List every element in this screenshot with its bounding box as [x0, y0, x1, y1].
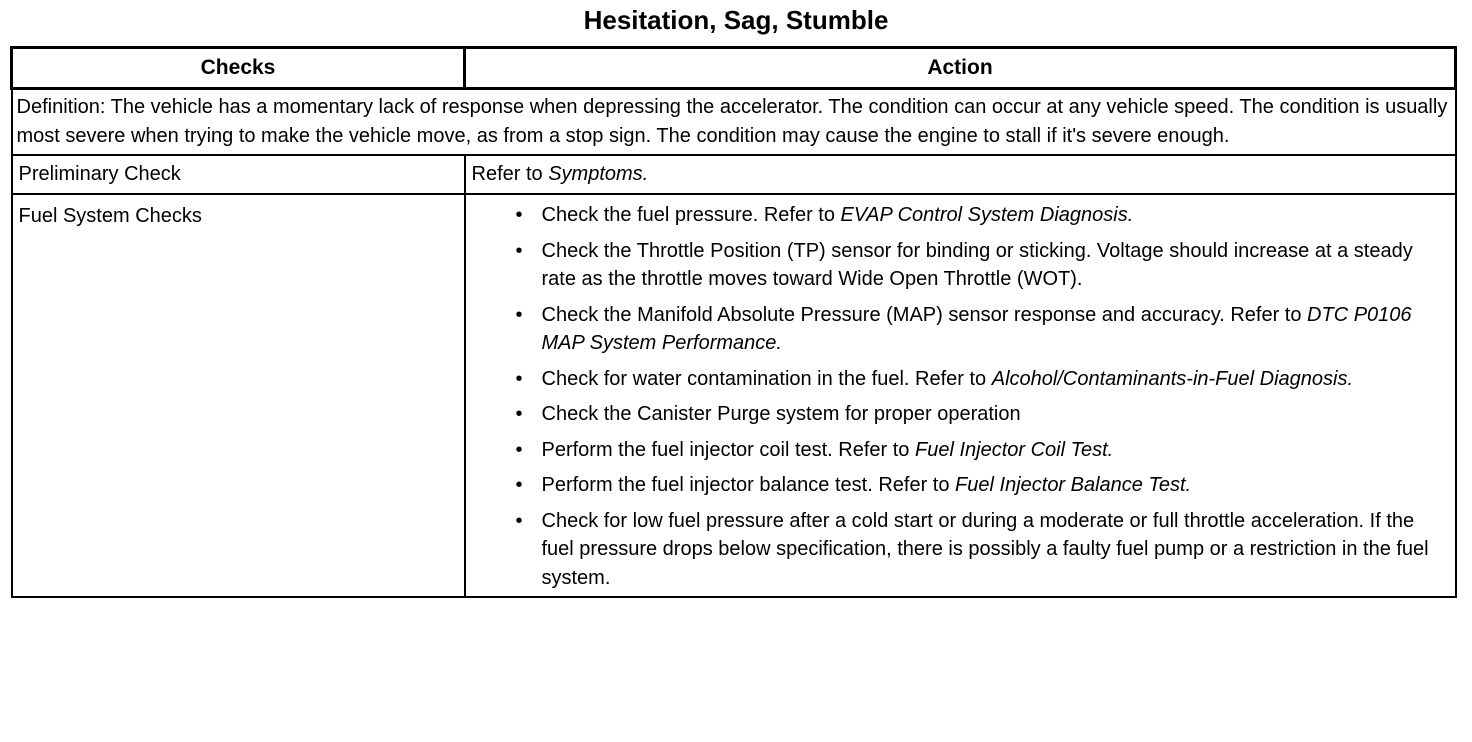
action-item — [472, 237, 1449, 294]
preliminary-check-action — [465, 155, 1456, 194]
action-reference: Fuel Injector Balance Test. — [955, 474, 1192, 496]
preliminary-check-row — [12, 155, 1456, 194]
bullet-icon: • — [515, 403, 523, 425]
action-text: Check the Canister Purge system for proper operation — [541, 403, 1021, 425]
action-text: Check the fuel pressure. Refer to — [541, 204, 841, 226]
action-item — [472, 507, 1449, 593]
action-item — [472, 400, 1449, 429]
action-text: Perform the fuel injector balance test. Refer to — [541, 474, 956, 496]
action-text: Perform the fuel injector coil test. Refer to — [541, 438, 915, 461]
action-column-header: Action — [465, 48, 1456, 89]
action-item — [472, 301, 1449, 358]
diagnosis-table — [10, 46, 1457, 598]
action-reference: DTC P0106 MAP System Performance. — [541, 303, 1412, 354]
action-item — [472, 201, 1449, 230]
bullet-icon: • — [515, 438, 523, 461]
fuel-system-checks-row — [12, 194, 1456, 597]
preliminary-action-text: Refer to — [471, 163, 549, 186]
fuel-system-action-list — [472, 195, 1449, 596]
bullet-icon: • — [515, 474, 523, 496]
action-reference: Alcohol/Contaminants-in-Fuel Diagnosis. — [991, 367, 1354, 390]
bullet-icon: • — [515, 239, 523, 262]
bullet-icon: • — [515, 367, 523, 390]
action-text: Check for low fuel pressure after a cold start or during a moderate or full throttle acceleration. If the fuel pressure drops below specification, there is possibly a faulty fuel pump or a restriction in the fuel system. — [541, 509, 1429, 589]
document-title: Hesitation, Sag, Stumble — [583, 5, 889, 35]
fuel-system-checks-label: Fuel System Checks — [12, 194, 465, 597]
action-text: Check the Throttle Position (TP) sensor for binding or sticking. Voltage should increase at a steady rate as the throttle moves toward Wide Open Throttle (WOT). — [541, 239, 1413, 290]
action-item — [472, 365, 1449, 394]
action-item — [472, 471, 1449, 500]
definition-text: Definition: The vehicle has a momentary lack of response when depressing the accelerator. The condition can occur at any vehicle speed. The condition is usually most severe when trying to make the vehicle move, as from a stop sign. The condition may cause the engine to stall if it's severe enough. — [12, 89, 1456, 156]
definition-row — [12, 89, 1456, 156]
bullet-icon: • — [515, 204, 523, 226]
bullet-icon: • — [515, 509, 523, 532]
fuel-system-actions-cell — [465, 194, 1456, 597]
header-row — [12, 48, 1456, 89]
bullet-icon: • — [515, 303, 523, 326]
action-reference: EVAP Control System Diagnosis. — [840, 204, 1134, 226]
action-text: Check for water contamination in the fuel. Refer to — [541, 367, 992, 390]
checks-column-header: Checks — [12, 48, 465, 89]
action-text: Check the Manifold Absolute Pressure (MAP) sensor response and accuracy. Refer to — [541, 303, 1308, 326]
symptoms-reference: Symptoms. — [548, 163, 649, 186]
action-reference: Fuel Injector Coil Test. — [915, 438, 1114, 461]
action-item — [472, 436, 1449, 465]
preliminary-check-label: Preliminary Check — [12, 155, 465, 194]
